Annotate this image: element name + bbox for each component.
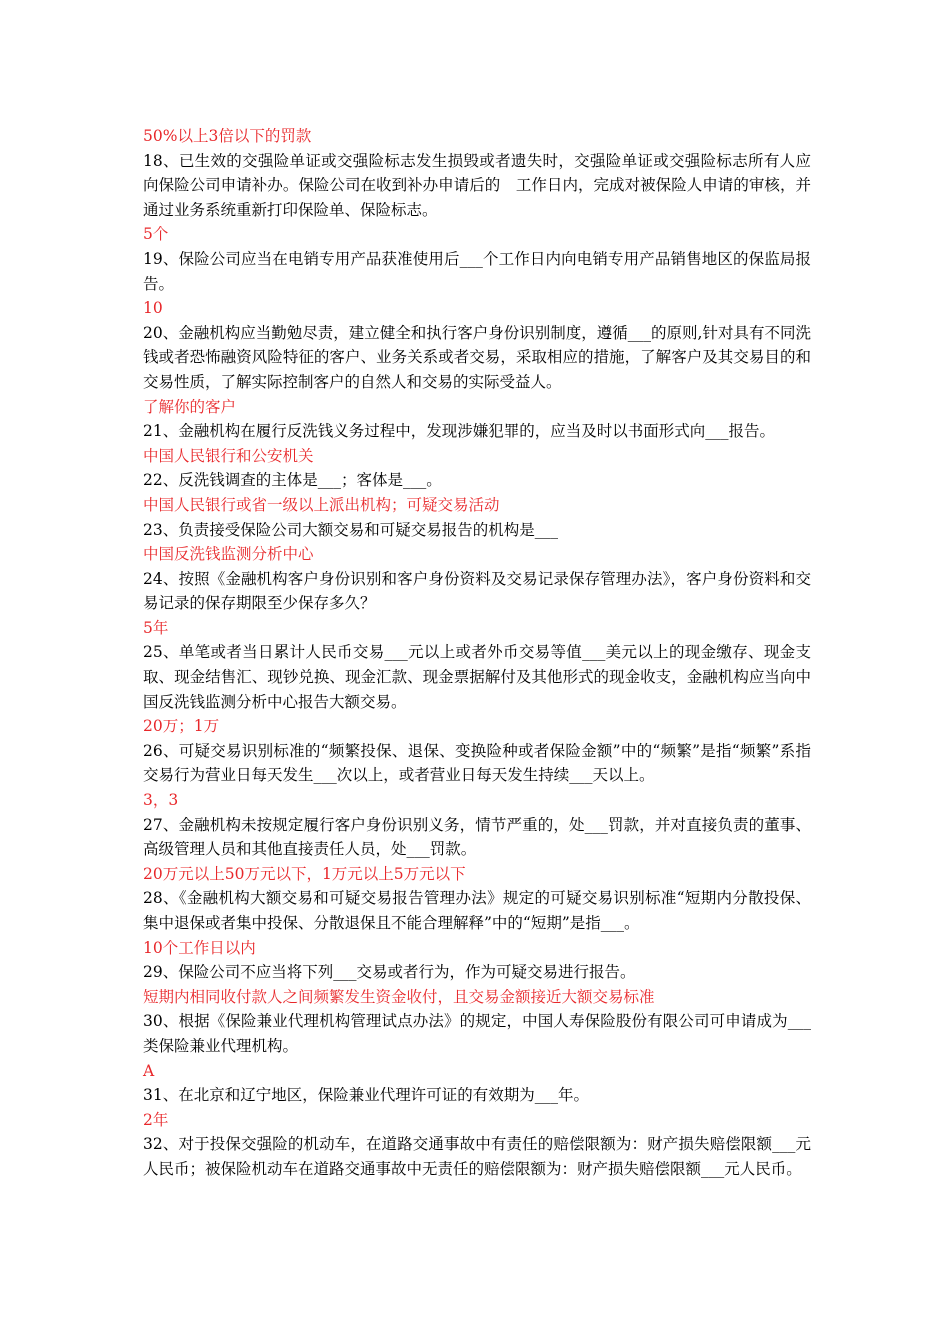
question-26: 26、可疑交易识别标准的“频繁投保、退保、变换险种或者保险金额”中的“频繁”是指“频繁”系指交易行为营业日每天发生___次以上，或者营业日每天发生持续___天以上。 [143,741,811,785]
question-29: 29、保险公司不应当将下列___交易或者行为，作为可疑交易进行报告。 [143,963,636,982]
answer-17: 50%以上3倍以下的罚款 [143,127,312,145]
answer-27: 20万元以上50万元以下，1万元以上5万元以下 [143,864,466,883]
answer-21: 中国人民银行和公安机关 [143,446,314,465]
question-30: 30、根据《保险兼业代理机构管理试点办法》的规定，中国人寿保险股份有限公司可申请成为___类保险兼业代理机构。 [143,1012,811,1055]
question-22: 22、反洗钱调查的主体是___；客体是___。 [143,471,442,490]
answer-28: 10个工作日以内 [143,938,256,957]
question-27: 27、金融机构未按规定履行客户身份识别义务，情节严重的，处___罚款，并对直接负责的董事、高级管理人员和其他直接责任人员，处___罚款。 [143,815,811,859]
question-19: 19、保险公司应当在电销专用产品获准使用后___个工作日内向电销专用产品销售地区的保监局报告。 [143,249,811,293]
answer-26: 3，3 [143,791,179,810]
question-18: 18、已生效的交强险单证或交强险标志发生损毁或者遗失时，交强险单证或交强险标志所有人应向保险公司申请补办。保险公司在收到补办申请后的 工作日内，完成对被保险人申请的审核，并通过业务系统重新打印保险单、保险标志。 [143,151,811,219]
question-32: 32、对于投保交强险的机动车，在道路交通事故中有责任的赔偿限额为：财产损失赔偿限额___元人民币；被保险机动车在道路交通事故中无责任的赔偿限额为：财产损失赔偿限额___元人民币。 [143,1135,811,1178]
question-31: 31、在北京和辽宁地区，保险兼业代理许可证的有效期为___年。 [143,1086,589,1105]
answer-23: 中国反洗钱监测分析中心 [143,545,314,564]
answer-29: 短期内相同收付款人之间频繁发生资金收付，且交易金额接近大额交易标准 [143,987,655,1006]
answer-18: 5个 [143,225,169,244]
answer-30: A [143,1061,155,1080]
question-25: 25、单笔或者当日累计人民币交易___元以上或者外币交易等值___美元以上的现金缴存、现金支取、现金结售汇、现钞兑换、现金汇款、现金票据解付及其他形式的现金收支，金融机构应当向中国反洗钱监测分析中心报告大额交易。 [143,643,811,711]
document-body [143,124,811,1182]
answer-19: 10 [143,299,163,318]
answer-31: 2年 [143,1110,169,1129]
answer-24: 5年 [143,618,169,637]
question-23: 23、负责接受保险公司大额交易和可疑交易报告的机构是___ [143,520,558,539]
question-24: 24、按照《金融机构客户身份识别和客户身份资料及交易记录保存管理办法》，客户身份资料和交易记录的保存期限至少保存多久？ [143,569,811,613]
question-28: 28、《金融机构大额交易和可疑交易报告管理办法》规定的可疑交易识别标准“短期内分散投保、集中退保或者集中投保、分散退保且不能合理解释”中的“短期”是指___。 [143,889,811,932]
answer-25: 20万；1万 [143,717,220,736]
answer-22: 中国人民银行或省一级以上派出机构；可疑交易活动 [143,495,500,514]
answer-20: 了解你的客户 [143,397,237,416]
question-21: 21、金融机构在履行反洗钱义务过程中，发现涉嫌犯罪的，应当及时以书面形式向___报告。 [143,422,775,441]
question-20: 20、金融机构应当勤勉尽责，建立健全和执行客户身份识别制度，遵循___的原则,针对具有不同洗钱或者恐怖融资风险特征的客户、业务关系或者交易，采取相应的措施，了解客户及其交易目的和交易性质，了解实际控制客户的自然人和交易的实际受益人。 [143,323,811,391]
